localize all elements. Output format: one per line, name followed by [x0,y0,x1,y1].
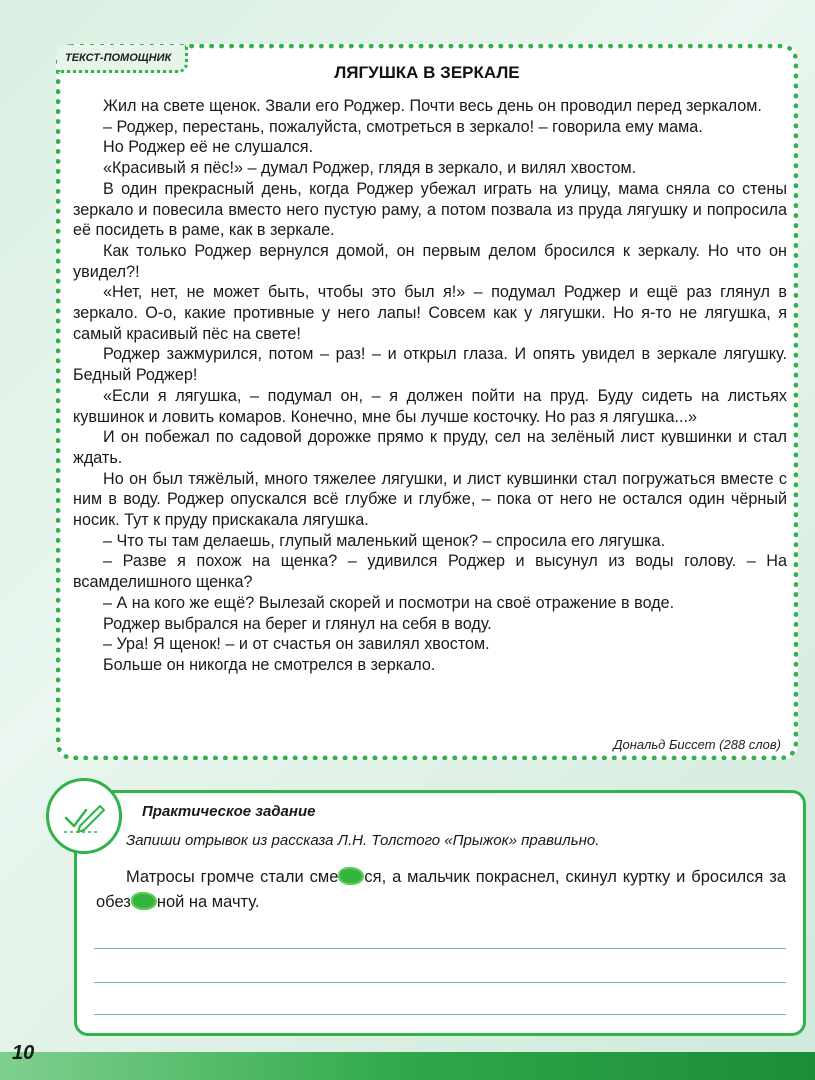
helper-text-tag: ТЕКСТ-ПОМОЩНИК [57,45,188,73]
story-paragraph: Но он был тяжёлый, много тяжелее лягушки, и лист кувшинки стал погружаться вместе с ним в воду. Роджер опускался всё глубже и глубже, – пока от него не остался один чёрный носик. Тут к пруду прискакала лягушка. [73,469,787,530]
story-text [73,96,787,676]
task-title: Практическое задание [142,803,316,820]
writing-line[interactable] [94,948,786,949]
story-paragraph: «Нет, нет, не может быть, чтобы это был я!» – подумал Роджер и ещё раз глянул в зеркало. О-о, какие противные у него лапы! Совсем как у лягушки. Но я-то не лягушка, я самый красивый пёс на свете! [73,283,787,343]
story-paragraph: В один прекрасный день, когда Роджер убежал играть на улицу, мама сняла со стены зеркало и повесила вместо него пустую раму, а потом позвала из пруда лягушку и попросила её посидеть в раме, как в зеркале. [73,179,787,240]
exercise-fragment: ся, а мальчик покраснел, скинул куртку и бросился за обез [96,868,786,911]
story-paragraph: Больше он никогда не смотрелся в зеркало. [103,655,436,674]
writing-line[interactable] [94,1014,786,1015]
footer-bar [0,1052,815,1080]
story-paragraph: – Роджер, перестань, пожалуйста, смотреться в зеркало! – говорила ему мама. [103,117,703,136]
story-paragraph: «Если я лягушка, – подумал он, – я должен пойти на пруд. Буду сидеть на листьях кувшинок и ловить комаров. Конечно, мне бы лучше косточку. Но раз я лягушка...» [73,386,787,426]
story-paragraph: Жил на свете щенок. Звали его Роджер. Почти весь день он проводил перед зеркалом. [103,97,762,115]
task-instruction: Запиши отрывок из рассказа Л.Н. Толстого «Прыжок» правильно. [126,832,600,849]
story-author: Дональд Биссет (288 слов) [613,737,781,752]
story-paragraph: И он побежал по садовой дорожке прямо к пруду, сел на зелёный лист кувшинки и стал ждать. [73,428,787,467]
ink-blot-icon [131,892,157,910]
story-paragraph: – Ура! Я щенок! – и от счастья он завилял хвостом. [103,635,490,654]
page-number: 10 [12,1042,35,1064]
story-paragraph: – Что ты там делаешь, глупый маленький щенок? – спросила его лягушка. [103,531,666,550]
task-exercise-text [96,865,786,915]
story-paragraph: Как только Роджер вернулся домой, он первым делом бросился к зеркалу. Но что он увидел?! [73,241,787,281]
story-paragraph: – Разве я похож на щенка? – удивился Роджер и высунул из воды голову. – На всамделишного щенка? [73,552,787,592]
exercise-fragment: Матросы громче стали сме [126,868,339,886]
pencil-check-icon [46,778,122,854]
story-paragraph: Роджер зажмурился, потом – раз! – и открыл глаза. И опять увидел в зеркале лягушку. Бедный Роджер! [73,345,787,385]
story-paragraph: «Красивый я пёс!» – думал Роджер, глядя в зеркало, и вилял хвостом. [103,159,637,178]
story-paragraph: – А на кого же ещё? Вылезай скорей и посмотри на своё отражение в воде. [103,593,675,612]
story-paragraph: Роджер выбрался на берег и глянул на себя в воду. [103,614,492,633]
story-title: ЛЯГУШКА В ЗЕРКАЛЕ [334,63,520,82]
ink-blot-icon [338,867,364,885]
exercise-sentence [96,865,786,915]
story-paragraph: Но Роджер её не слушался. [103,138,314,157]
exercise-fragment: ной на мачту. [156,893,260,911]
story-panel [56,44,798,760]
writing-line[interactable] [94,982,786,983]
